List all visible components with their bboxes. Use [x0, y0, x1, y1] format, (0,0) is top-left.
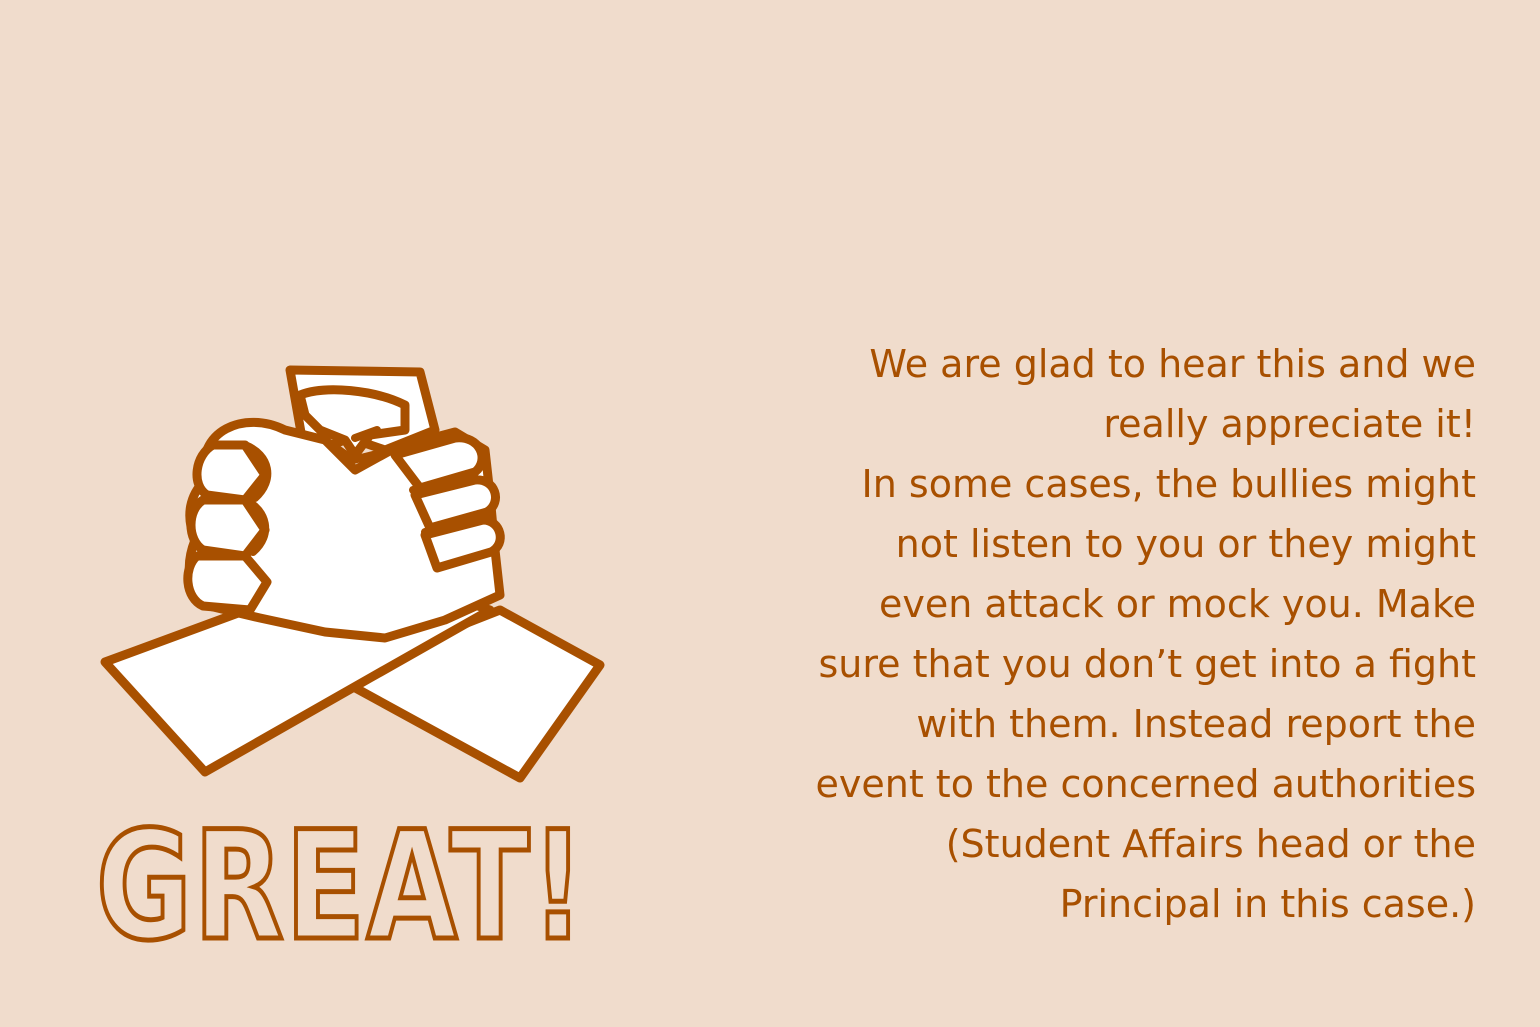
message-line: sure that you don’t get into a fight [818, 642, 1476, 686]
handshake-icon [95, 360, 615, 790]
message-line: event to the concerned authorities [815, 762, 1476, 806]
message-line: even attack or mock you. Make [878, 582, 1476, 626]
message-text [756, 334, 1476, 934]
great-title: GREAT! [96, 800, 587, 974]
message-line: not listen to you or they might [895, 522, 1476, 566]
message-line: really appreciate it! [1103, 402, 1476, 446]
message-line: We are glad to hear this and we [869, 342, 1476, 386]
message-line: (Student Affairs head or the [945, 822, 1476, 866]
message-line: Principal in this case.) [1059, 882, 1476, 926]
message-line: with them. Instead report the [916, 702, 1476, 746]
message-line: In some cases, the bullies might [861, 462, 1476, 506]
